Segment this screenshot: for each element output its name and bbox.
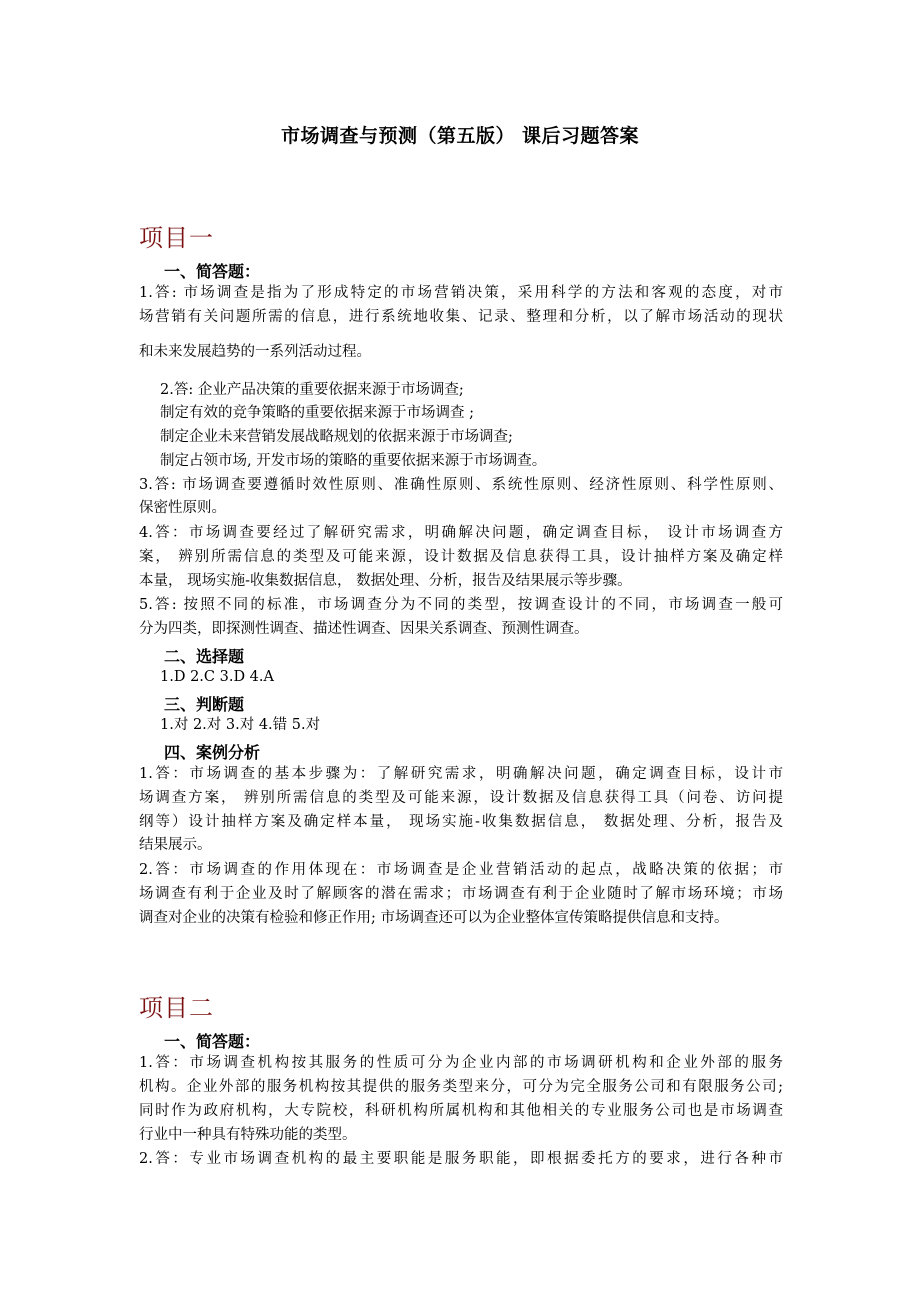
answer-line: 5.答: 按照不同的标准，市场调查分为不同的类型，按调查设计的不同，市场调查一般可 [139,597,783,613]
answer-line: 场营销有关问题所需的信息，进行系统地收集、记录、整理和分析，以了解市场活动的现状 [139,309,783,325]
answer-line: 同时作为政府机构，大专院校，科研机构所属机构和其他相关的专业服务公司也是市场调查 [139,1103,783,1119]
answer-line: 制定占领市场, 开发市场的策略的重要依据来源于市场调查。 [160,453,547,469]
answer-line: 1.答：市场调查的基本步骤为：了解研究需求，明确解决问题，确定调查目标，设计市 [139,766,783,782]
project-one-heading: 项目一 [139,224,214,252]
answer-line: 结果展示。 [139,837,212,853]
answer-line: 保密性原则。 [139,500,226,516]
short-answer-heading: 一、简答题： [164,1032,261,1051]
answer-line: 调查对企业的决策有检验和修正作用; 市场调查还可以为企业整体宣传策略提供信息和支持。 [139,910,729,926]
project-two-heading: 项目二 [139,994,214,1022]
multiple-choice-heading: 二、选择题 [164,647,245,666]
answer-line: 案， 辨别所需信息的类型及可能来源，设计数据及信息获得工具，设计抽样方案及确定样 [139,549,783,565]
answer-line: 制定有效的竞争策略的重要依据来源于市场调查 ; [160,405,474,421]
answer-line: 和未来发展趋势的一系列活动过程。 [139,344,371,360]
answer-line: 行业中一种具有特殊功能的类型。 [139,1127,357,1143]
answer-line: 4.答：市场调查要经过了解研究需求，明确解决问题，确定调查目标， 设计市场调查方 [139,525,783,541]
answer-line: 本量， 现场实施-收集数据信息， 数据处理、分析，报告及结果展示等步骤。 [139,573,632,589]
answer-line: 机构。企业外部的服务机构按其提供的服务类型来分，可分为完全服务公司和有限服务公司; [139,1079,783,1095]
answer-line: 场调查有利于企业及时了解顾客的潜在需求；市场调查有利于企业随时了解市场环境；市场 [139,886,783,902]
answer-line: 2.答: 企业产品决策的重要依据来源于市场调查; [160,382,464,398]
true-false-answers: 1.对 2.对 3.对 4.错 5.对 [160,717,321,733]
true-false-heading: 三、判断题 [164,695,245,714]
answer-line: 纲等）设计抽样方案及确定样本量， 现场实施-收集数据信息， 数据处理、分析，报告及 [139,814,783,830]
multiple-choice-answers: 1.D 2.C 3.D 4.A [160,669,274,685]
case-analysis-heading: 四、案例分析 [164,743,261,762]
answer-line: 分为四类，即探测性调查、描述性调查、因果关系调查、预测性调查。 [139,621,589,637]
answer-line: 2.答：专业市场调查机构的最主要职能是服务职能，即根据委托方的要求，进行各种市 [139,1151,783,1167]
answer-line: 1.答: 市场调查是指为了形成特定的市场营销决策，采用科学的方法和客观的态度，对市 [139,285,783,301]
answer-line: 3.答: 市场调查要遵循时效性原则、准确性原则、系统性原则、经济性原则、科学性原则、 [139,477,783,493]
short-answer-heading: 一、简答题： [164,262,261,281]
answer-line: 1.答：市场调查机构按其服务的性质可分为企业内部的市场调研机构和企业外部的服务 [139,1055,783,1071]
answer-line: 制定企业未来营销发展战略规划的依据来源于市场调查; [160,429,513,445]
answer-line: 场调查方案， 辨别所需信息的类型及可能来源，设计数据及信息获得工具（问卷、访问提 [139,790,783,806]
answer-line: 2.答：市场调查的作用体现在：市场调查是企业营销活动的起点，战略决策的依据；市 [139,862,783,878]
document-title: 市场调查与预测（第五版） 课后习题答案 [280,125,640,147]
